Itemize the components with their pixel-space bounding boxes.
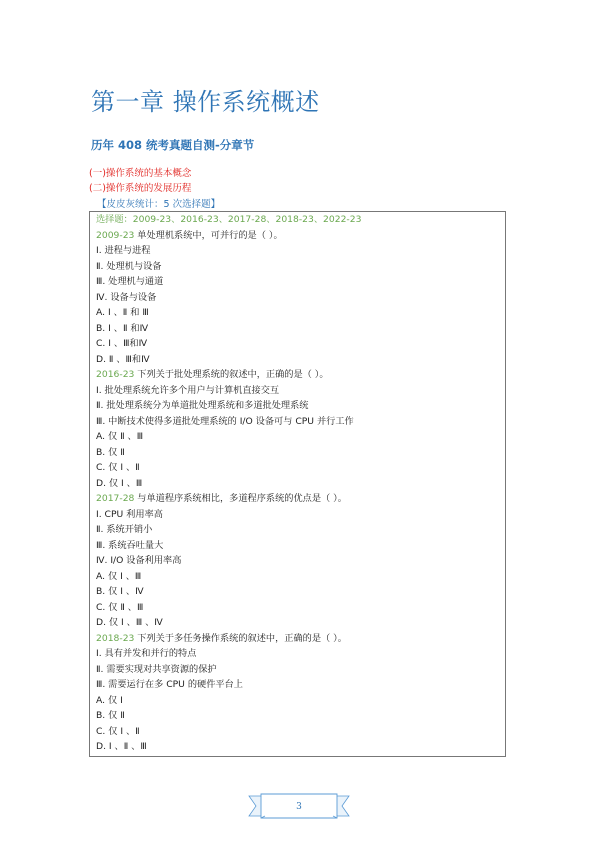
statement-item: Ⅰ. 具有并发和并行的特点	[96, 648, 197, 659]
question-list	[96, 212, 361, 755]
statement-item: Ⅳ. 设备与设备	[96, 291, 157, 303]
statement-item: Ⅱ. 处理机与设备	[96, 260, 162, 272]
section-heading-basic-concepts: (一)操作系统的基本概念	[89, 168, 192, 179]
page-number: 3	[296, 802, 302, 812]
answer-option: C. 仅 Ⅰ 、Ⅱ	[96, 462, 140, 473]
question-id: 2009-23	[96, 229, 135, 241]
statement-item: Ⅳ. I/O 设备利用率高	[96, 555, 182, 566]
answer-option: A. 仅 Ⅰ 、Ⅲ	[96, 570, 142, 582]
question-stem: 与单道程序系统相比，多道程序系统的优点是（ ）。	[134, 493, 347, 504]
question-2016-23	[96, 367, 361, 383]
question-stem: 单处理机系统中，可并行的是（ ）。	[134, 229, 283, 241]
question-2017-28	[96, 491, 361, 507]
statement-item: Ⅱ. 批处理系统分为单道批处理系统和多道批处理系统	[96, 400, 309, 411]
question-id: 2016-23	[96, 369, 135, 380]
question-2018-23	[96, 631, 361, 647]
answer-option: B. 仅 Ⅱ	[96, 446, 125, 458]
answer-option: C. Ⅰ 、Ⅲ和Ⅳ	[96, 338, 148, 349]
question-stem: 下列关于批处理系统的叙述中，正确的是（ ）。	[134, 369, 329, 380]
answer-option: B. 仅 Ⅱ	[96, 710, 125, 721]
section-heading-development-history: (二)操作系统的发展历程	[89, 183, 192, 194]
question-stem: 下列关于多任务操作系统的叙述中，正确的是（ ）。	[134, 632, 347, 644]
answer-option: A. 仅 Ⅱ 、Ⅲ	[96, 431, 144, 442]
answer-option: A. Ⅰ 、Ⅱ 和 Ⅲ	[96, 307, 149, 318]
statement-item: Ⅲ. 处理机与通道	[96, 276, 164, 287]
question-2009-23	[96, 228, 361, 244]
answer-option: B. 仅 Ⅰ 、Ⅳ	[96, 586, 144, 597]
answer-option: A. 仅 Ⅰ	[96, 694, 123, 706]
answer-option: D. Ⅱ 、Ⅲ和Ⅳ	[96, 353, 150, 365]
page-number-ribbon	[247, 793, 351, 821]
statement-item: Ⅲ. 中断技术使得多道批处理系统的 I/O 设备可与 CPU 并行工作	[96, 415, 354, 427]
question-stats: 【皮皮灰统计：5 次选择题】	[97, 199, 221, 210]
question-box-header: 选择题：2009-23、2016-23、2017-28、2018-23、2022-23	[96, 214, 362, 225]
statement-item: Ⅰ. 批处理系统允许多个用户与计算机直接交互	[96, 384, 280, 396]
statement-item: Ⅰ. CPU 利用率高	[96, 508, 163, 520]
statement-item: Ⅲ. 需要运行在多 CPU 的硬件平台上	[96, 679, 243, 690]
answer-option: D. Ⅰ 、Ⅱ 、Ⅲ	[96, 741, 147, 752]
question-box	[89, 211, 506, 757]
chapter-title: 第一章 操作系统概述	[91, 88, 320, 116]
answer-option: D. 仅 Ⅰ 、Ⅲ 、Ⅳ	[96, 617, 163, 628]
answer-option: C. 仅 Ⅰ 、Ⅱ	[96, 725, 140, 737]
section-subtitle: 历年 408 统考真题自测-分章节	[91, 138, 255, 152]
answer-option: D. 仅 Ⅰ 、Ⅲ	[96, 477, 143, 489]
statement-item: Ⅲ. 系统吞吐量大	[96, 539, 164, 551]
statement-item: Ⅰ. 进程与进程	[96, 245, 151, 256]
question-id: 2018-23	[96, 632, 135, 644]
answer-option: B. Ⅰ 、Ⅱ 和Ⅳ	[96, 322, 149, 334]
statement-item: Ⅱ. 系统开销小	[96, 524, 153, 535]
statement-item: Ⅱ. 需要实现对共享资源的保护	[96, 663, 217, 675]
answer-option: C. 仅 Ⅱ 、Ⅲ	[96, 601, 144, 613]
question-id: 2017-28	[96, 493, 135, 504]
